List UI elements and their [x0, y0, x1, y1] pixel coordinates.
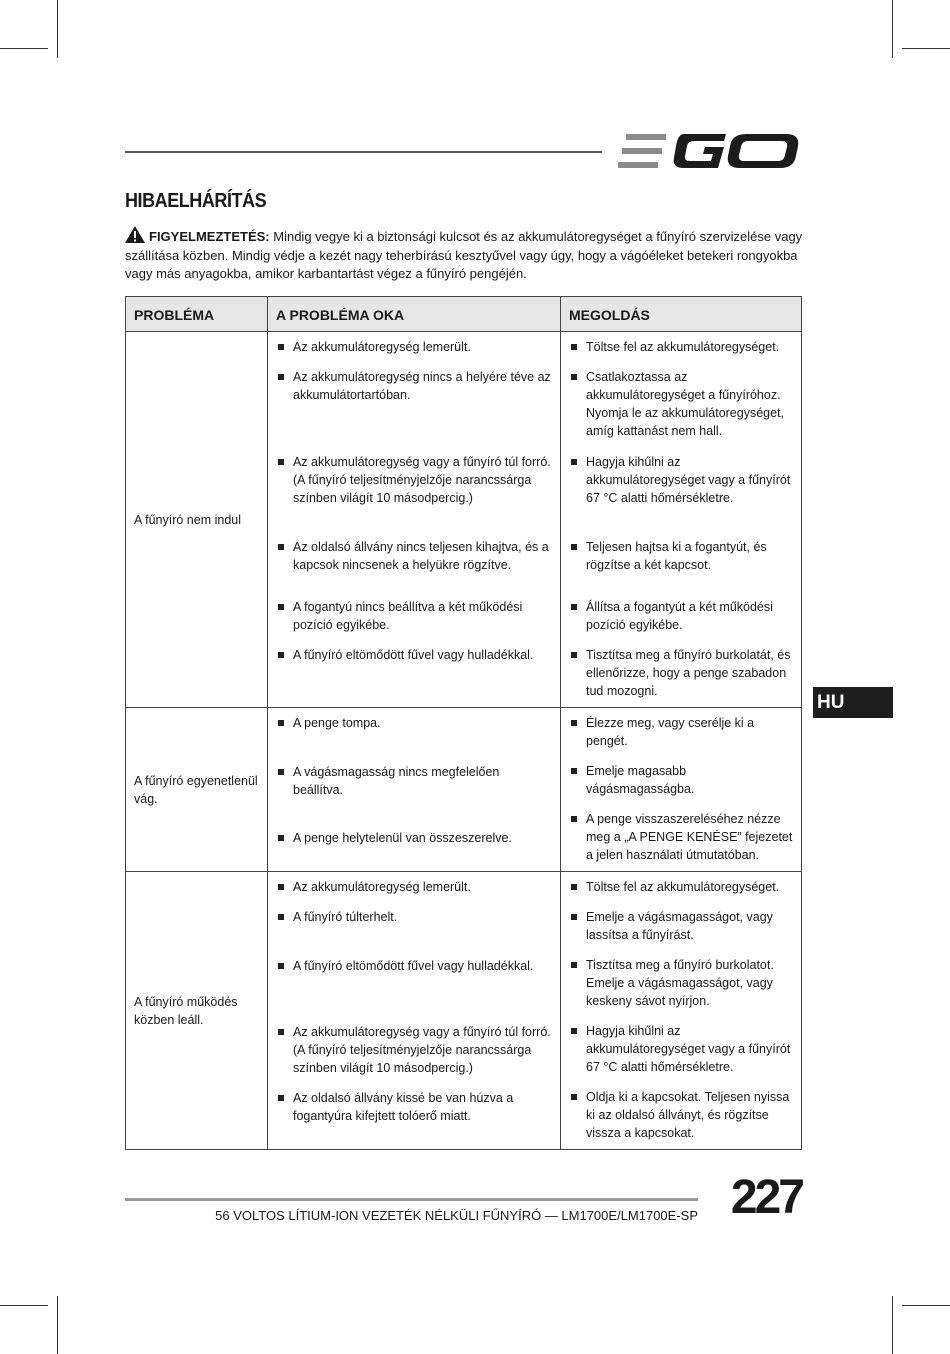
list-item: A fűnyíró eltömődött fűvel vagy hulladékkal. [276, 957, 552, 975]
list-item: Állítsa a fogantyút a két működési pozíció egyikébe. [569, 598, 793, 634]
warning-label: FIGYELMEZTETÉS: [149, 229, 270, 244]
cause-cell [268, 872, 561, 1150]
crop-mark [902, 1305, 950, 1306]
troubleshooting-table [125, 296, 802, 1150]
list-item: A penge visszaszereléséhez nézze meg a „A PENGE KENÉSE” fejezetet a jelen használati útmutatóban. [569, 810, 793, 864]
list-item: Az akkumulátoregység lemerült. [276, 338, 552, 356]
list-item: Emelje a vágásmagasságot, vagy lassítsa a fűnyírást. [569, 908, 793, 944]
list-item: A vágásmagasság nincs megfelelően beállítva. [276, 763, 552, 799]
language-tab: HU [813, 687, 893, 718]
list-item: Élezze meg, vagy cserélje ki a pengét. [569, 714, 793, 750]
column-header: PROBLÉMA [126, 297, 268, 332]
section-title: HIBAELHÁRÍTÁS [125, 190, 267, 212]
page-number: 227 [730, 1171, 802, 1224]
column-header: A PROBLÉMA OKA [268, 297, 561, 332]
solution-cell [561, 872, 802, 1150]
crop-mark [892, 0, 893, 58]
crop-mark [892, 1296, 893, 1354]
ego-logo [614, 126, 804, 176]
table-row [126, 872, 802, 1150]
list-item: Töltse fel az akkumulátoregységet. [569, 878, 793, 896]
list-item: Oldja ki a kapcsokat. Teljesen nyissa ki az oldalsó állványt, és rögzítse vissza a kapcsokat. [569, 1088, 793, 1142]
list-item: Csatlakoztassa az akkumulátoregységet a fűnyíróhoz. Nyomja le az akkumulátoregységet, amíg kattanást nem hall. [569, 368, 793, 440]
header-rule [125, 151, 602, 153]
problem-cell: A fűnyíró működés közben leáll. [126, 872, 268, 1150]
crop-mark [902, 48, 950, 49]
solution-cell [561, 708, 802, 872]
list-item: Az oldalsó állvány nincs teljesen kihajtva, és a kapcsok nincsenek a helyükre rögzítve. [276, 538, 552, 574]
list-item: Töltse fel az akkumulátoregységet. [569, 338, 793, 356]
solution-cell [561, 332, 802, 708]
list-item: Tisztítsa meg a fűnyíró burkolatát, és ellenőrizze, hogy a penge szabadon tud mozogni. [569, 646, 793, 700]
list-item: Az akkumulátoregység lemerült. [276, 878, 552, 896]
footer-product-title: 56 VOLTOS LÍTIUM-ION VEZETÉK NÉLKÜLI FŰNYÍRÓ — LM1700E/LM1700E-SP [215, 1208, 698, 1223]
problem-cell: A fűnyíró nem indul [126, 332, 268, 708]
crop-mark [0, 48, 48, 49]
list-item: Teljesen hajtsa ki a fogantyút, és rögzítse a két kapcsot. [569, 538, 793, 574]
footer-rule [125, 1198, 698, 1201]
table-row [126, 708, 802, 872]
list-item: A fűnyíró túlterhelt. [276, 908, 552, 926]
list-item: Az oldalsó állvány kissé be van húzva a fogantyúra kifejtett tolóerő miatt. [276, 1089, 552, 1125]
column-header: MEGOLDÁS [561, 297, 802, 332]
list-item: Tisztítsa meg a fűnyíró burkolatot. Emelje a vágásmagasságot, vagy keskeny sávot nyírjon. [569, 956, 793, 1010]
cause-cell [268, 332, 561, 708]
list-item: Az akkumulátoregység vagy a fűnyíró túl forró. (A fűnyíró teljesítményjelzője narancssárga színben világít 10 másodpercig.) [276, 1023, 552, 1077]
crop-mark [0, 1305, 48, 1306]
table-row [126, 332, 802, 708]
list-item: A fűnyíró eltömődött fűvel vagy hulladékkal. [276, 646, 552, 664]
warning-icon [125, 226, 145, 243]
list-item: A fogantyú nincs beállítva a két működési pozíció egyikébe. [276, 598, 552, 634]
list-item: Hagyja kihűlni az akkumulátoregységet vagy a fűnyírót 67 °C alatti hőmérsékletre. [569, 1022, 793, 1076]
list-item: Emelje magasabb vágásmagasságba. [569, 762, 793, 798]
list-item: Hagyja kihűlni az akkumulátoregységet vagy a fűnyírót 67 °C alatti hőmérsékletre. [569, 453, 793, 507]
warning-text: Mindig vegye ki a biztonsági kulcsot és az akkumulátoregységet a fűnyíró szervizelése vagy szállítása közben. Mindig védje a kezét nagy teherbírású kesztyűvel vagy úgy, hogy a vágóéleket betekeri rongyokba vagy más anyagokba, amikor karbantartást végez a fűnyíró pengéjén. [125, 229, 803, 281]
warning-block [125, 226, 805, 284]
crop-mark [57, 1296, 58, 1354]
cause-cell [268, 708, 561, 872]
list-item: Az akkumulátoregység nincs a helyére téve az akkumulátortartóban. [276, 368, 552, 404]
crop-mark [57, 0, 58, 58]
list-item: A penge helytelenül van összeszerelve. [276, 829, 552, 847]
table-header-row [126, 297, 802, 332]
list-item: Az akkumulátoregység vagy a fűnyíró túl forró. (A fűnyíró teljesítményjelzője narancssárga színben világít 10 másodpercig.) [276, 453, 552, 507]
problem-cell: A fűnyíró egyenetlenül vág. [126, 708, 268, 872]
list-item: A penge tompa. [276, 714, 552, 732]
